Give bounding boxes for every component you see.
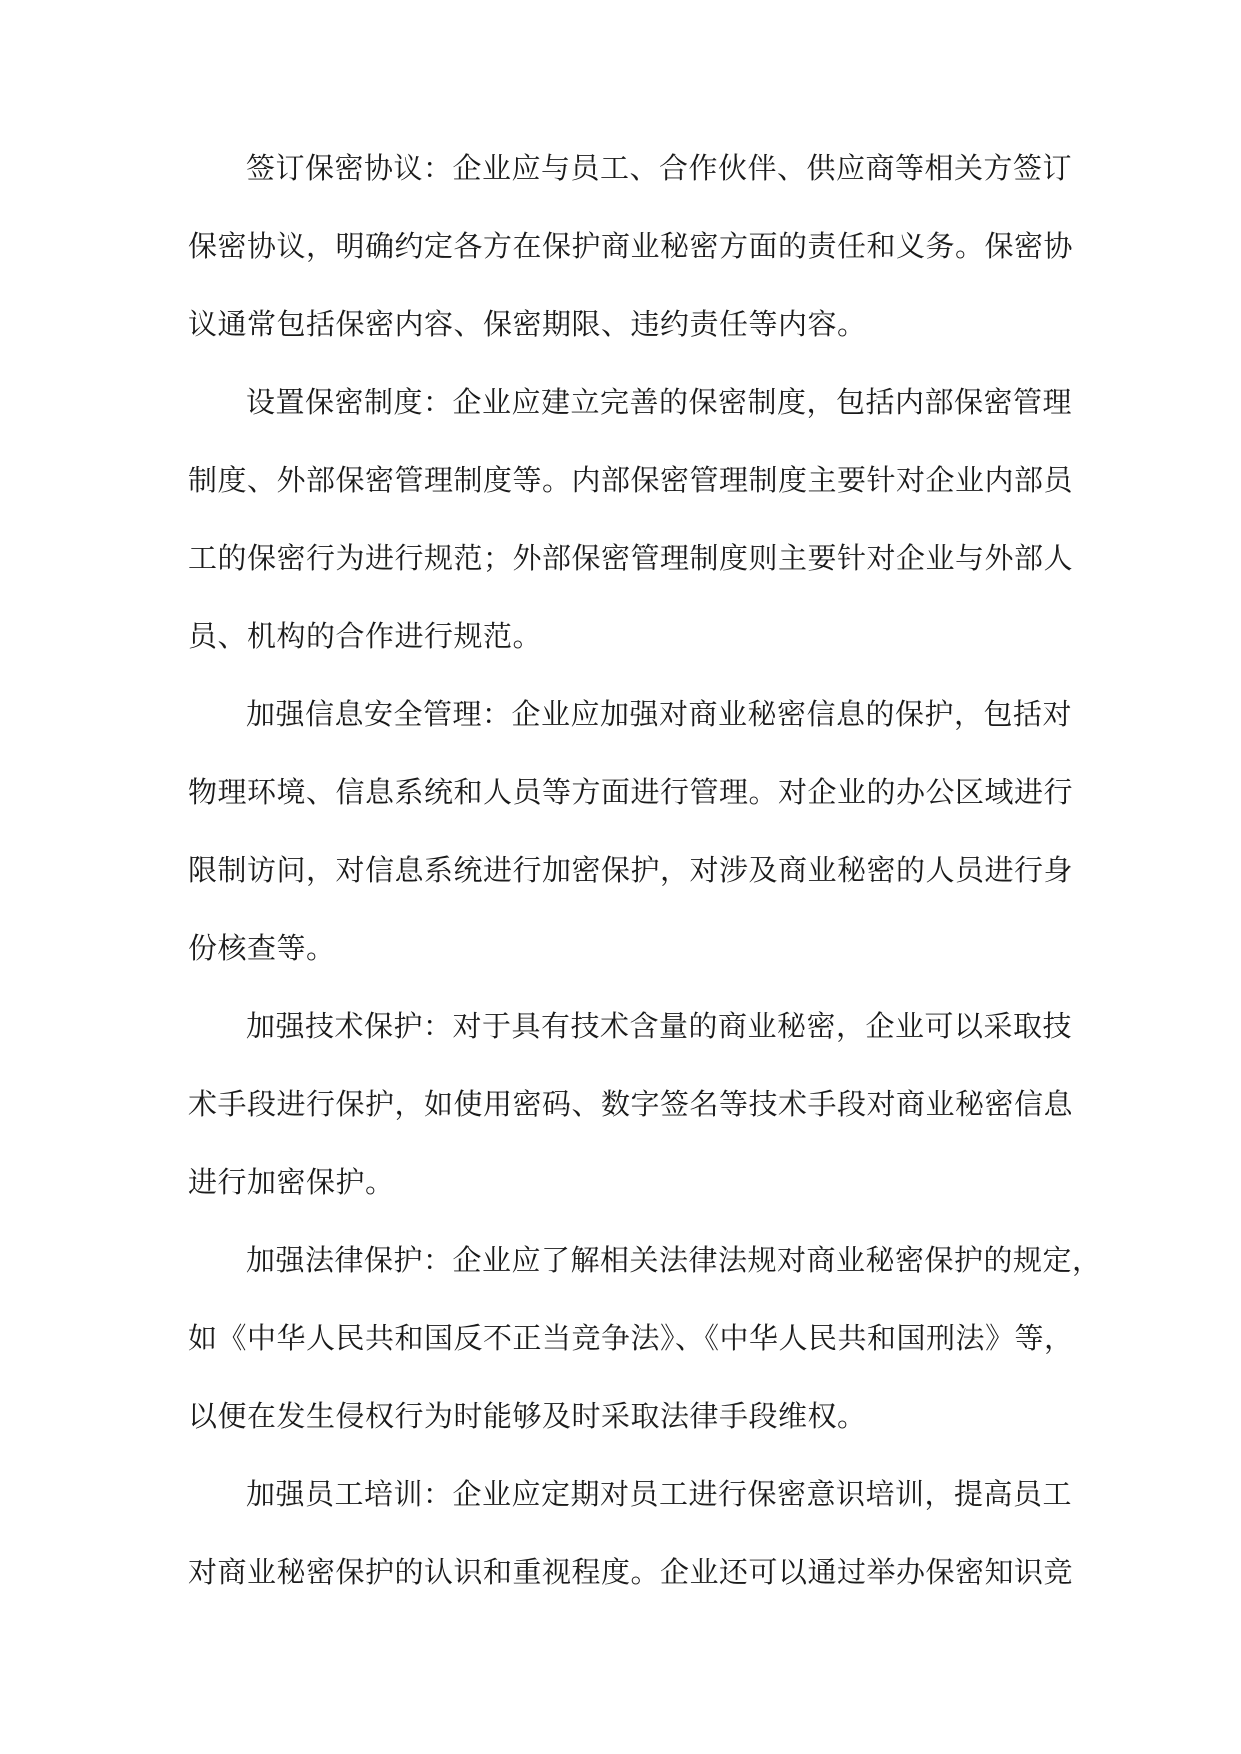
text-line: 设置保密制度：企业应建立完善的保密制度，包括内部保密管理 xyxy=(246,385,1073,419)
paragraph-information-security xyxy=(188,692,1074,1004)
text-line: 加强法律保护：企业应了解相关法律法规对商业秘密保护的规定， xyxy=(246,1243,1102,1277)
text-line: 加强信息安全管理：企业应加强对商业秘密信息的保护，包括对 xyxy=(246,697,1073,731)
text-line: 术手段进行保护，如使用密码、数字签名等技术手段对商业秘密信息 xyxy=(188,1087,1074,1121)
text-line: 签订保密协议：企业应与员工、合作伙伴、供应商等相关方签订 xyxy=(246,151,1073,185)
text-line: 制度、外部保密管理制度等。内部保密管理制度主要针对企业内部员 xyxy=(188,463,1074,497)
paragraph-legal-protection xyxy=(188,1238,1102,1472)
text-line: 保密协议，明确约定各方在保护商业秘密方面的责任和义务。保密协 xyxy=(188,229,1074,263)
paragraph-confidentiality-system xyxy=(188,380,1074,692)
text-line: 以便在发生侵权行为时能够及时采取法律手段维权。 xyxy=(188,1399,867,1433)
text-line: 份核查等。 xyxy=(188,931,336,965)
text-line: 工的保密行为进行规范；外部保密管理制度则主要针对企业与外部人 xyxy=(188,541,1074,575)
paragraph-confidentiality-agreement xyxy=(188,146,1074,380)
text-line: 对商业秘密保护的认识和重视程度。企业还可以通过举办保密知识竞 xyxy=(188,1555,1074,1589)
text-line: 加强员工培训：企业应定期对员工进行保密意识培训，提高员工 xyxy=(246,1477,1073,1511)
text-line: 进行加密保护。 xyxy=(188,1165,395,1199)
document-body xyxy=(188,146,1102,1628)
paragraph-technical-protection xyxy=(188,1004,1074,1238)
text-line: 加强技术保护：对于具有技术含量的商业秘密，企业可以采取技 xyxy=(246,1009,1073,1043)
text-line: 如《中华人民共和国反不正当竞争法》、《中华人民共和国刑法》等， xyxy=(188,1321,1074,1355)
text-line: 员、机构的合作进行规范。 xyxy=(188,619,543,653)
text-line: 限制访问，对信息系统进行加密保护，对涉及商业秘密的人员进行身 xyxy=(188,853,1074,887)
text-line: 物理环境、信息系统和人员等方面进行管理。对企业的办公区域进行 xyxy=(188,775,1074,809)
paragraph-employee-training xyxy=(188,1472,1074,1628)
text-line: 议通常包括保密内容、保密期限、违约责任等内容。 xyxy=(188,307,867,341)
